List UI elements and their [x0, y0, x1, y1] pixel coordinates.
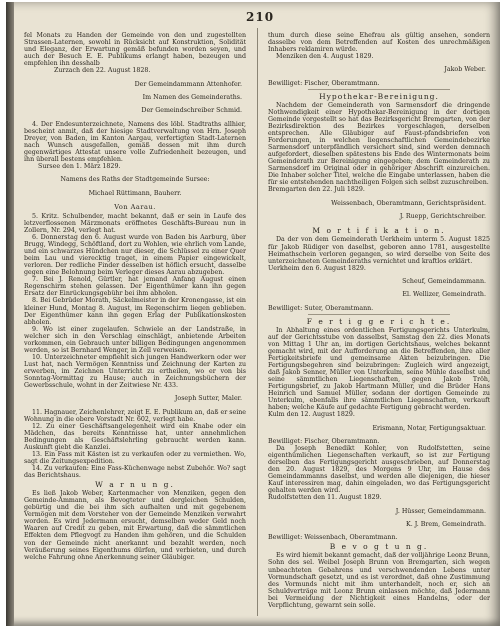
notice-paragraph: Da der von dem Gemeinderath Uerkheim unterm 5. August 1825 für Jakob Rüdiger von daselbst, geboren anno 1781, ausgestellte Heimathschein verloren gegangen, so wird derselbe von Seite des unterzeichneten Gemeinderaths vernichtet und kraftlos erklärt. [268, 236, 490, 265]
signature: Namens des Raths der Stadtgemeinde Sursee: [60, 176, 210, 184]
page-number: 210 [246, 10, 275, 24]
signature: Im Namen des Gemeinderaths. [142, 93, 242, 101]
signature: Michael Rüttimann, Bauherr. [88, 189, 182, 197]
notice-paragraph: 14. Zu verkaufen: Eine Fass-Küchenwage nebst Zubehör. Wo? sagt das Berichtshaus. [24, 465, 246, 480]
section-heading: Hypothekar-Bereinigung. [319, 91, 439, 101]
notice-date: Bremgarten den 22. Juli 1829. [268, 186, 365, 194]
signature: El. Wellizer, Gemeindrath. [402, 291, 486, 299]
notice-paragraph: thum durch diese seine Ehefrau als gültig ansehen, sondern dasselbe von dem Betreffenden auf Kosten des unrechmäßigen Inhabers reklamiren würde. [268, 32, 490, 54]
signature: Scheuf, Gemeindammann. [402, 278, 486, 285]
newspaper-page [6, 2, 500, 626]
book-spine-shadow [6, 2, 14, 626]
notice-paragraph: 12. Zu einer Geschäftsangelegenheit wird ein Knabe oder ein Mädchen, das bereits Kenntnisse hat, unter annehmlichen Bedingungen als Geschäftslehrling gebraucht werden kann. Auskunft giebt die Kanzlei. [24, 422, 246, 451]
notice-date: Rudolfstetten den 11. August 1829. [268, 494, 382, 502]
notice-paragraph: 5. Kritz. Schulbender, macht bekannt, daß er sein in Laufe des letzverflossenen Märzmonats eröffnetes Geschäfts-Bureau nun in Zollern, Nr. 294, verlegt hat. [24, 212, 246, 235]
notice-paragraph: 7. Bei J. Renold, Gürtler, hat jemand Anfang August einen Regenschirm stehen gelassen. Der Eigenthümer kann ihn gegen Ersatz der Einrückungsgebühr bei ihm abholen. [24, 276, 246, 298]
section-heading: M o r t i f i k a t i o n. [312, 226, 446, 236]
notice-paragraph: 13. Ein Fass mit Kästen ist zu verkaufen oder zu vermiethen. Wo, sagt die Zeitungsexpedition. [24, 451, 246, 466]
notice-paragraph: In Abhaltung eines ordentlichen Fertigungsgerichts Unterkulm, auf der Gerichtsstube von dasselbst, Samstag den 22. dies Monats von Mittag 1 Uhr an, im dortigen Gerichtshaus, welches bekannt gemacht wird, mit der Aufforderung an die Betreffenden, ihre aller Fertigkeitsbriefe und gemeinsame Akten beizubringen. Die Fertigungsbegehren sind beizubringen: Zugleich wird angezeigt, daß Jakob Senner, Müller von Unterkulm, seine Mühle daselbst und seine sämmtlichen Liegenschaften, gegen Jakob Tröh, Fertigungsbrief, zu Jakob Hartmann Müller, und die Brüder Hans Heinrich und Samuel Müller, sodann der dortigen Gemeinde zu Unterkulm, ebenfalls ihre sämmtlichen Liegenschaften, verkauft haben; welche Käufe auf gedachte Fertigung gebracht werden. [268, 326, 490, 412]
notice-paragraph: Da Joseph Benedikt Kohler, von Rudolfstetten, seine eigenthümlichen Liegenschaften verkauft, so ist zur Fertigung derselben das Fertigungsgericht ausgeschrieben, auf Donnerstag den 20. August 1829, des Morgens 9 Uhr, im Hause des Gemeindammanns daselbst, und werden alle diejenigen, die hieser Kauf interessiren mag, dahin eingeladen, wo das Fertigungsgericht gehalten werden wird. [268, 445, 490, 495]
notice-paragraph: Es wird hiemit bekannt gemacht, daß der volljährige Leonz Brunn, Sohn des sel. Weibel Joseph Brunn von Bremgarten, sich wegen unbeachteten Gebahrens und verschwendenden Lebens unter Vormundschaft gesetzt, und es ist verordnet, daß ohne Zustimmung des Vormunds nicht mit ihm unterhandelt, noch er, sich an Schuldverträge mit Leonz Brunn einlassen möchte, daß Jedermann bei Vermeidung der Nichtigkeit eines Handelns, oder der Verpflichtung, gewarnt sein solle. [268, 552, 490, 609]
notice-date: Sursee den 1. März 1829. [38, 162, 121, 170]
separator-line [308, 89, 450, 90]
signature: Jakob Weber. [444, 66, 486, 74]
signature: Bewilliget: Fischer, Oberamtmann. [268, 437, 380, 445]
notice-paragraph: 6. Donnerstag den 6. August wurde von Baden bis Aarburg, über Brugg, Windegg, Schöftland, dort zu Wohlen, wie ehrlich vom Lande, und ein schwarzes Hündchen nur dieser, die Schlüssel zu einer Quer beim Lau und vierecktig traget, in einem Papier eingewickelt, verloren. Der redliche Finder desselben ist höflich ersucht, dasselbe gegen eine Belohnung beim Verleger dieses Aarau abzugeben. [24, 234, 246, 277]
signature: J. Hüsser, Gemeindammann. [395, 507, 486, 515]
separator-line [308, 314, 450, 315]
signature: Der Gemeindammann Attenhofer. [134, 80, 242, 88]
signature: Bewilliget: Suter, Oberamtmann. [268, 304, 374, 312]
signature: Bewilliget: Fischer, Oberamtmann. [268, 79, 380, 87]
notice-date: Kulm den 12. August 1829. [268, 411, 355, 419]
signature: Erismann, Notar, Fertigungsaktuar. [372, 424, 486, 432]
notice-paragraph: 10. Unterzeichneter empfiehlt sich jungen Handwerkern oder wer Lust hat, nach Vermögen Kenntniss und Zeichnung der Karten zu erwerben, im Zeichnen Unterricht zu ertheilen, wo er von bis Sonntag-Vormittag zu Hause; auch in Zeichnungsbüchern der Gewerbsschule, wohnt in der Zeitwiese Nr. 433. [24, 353, 246, 390]
section-heading: F e r t i g g e r i c h t e. [306, 316, 452, 326]
notice-date: Uerkheim den 6. August 1829. [268, 264, 366, 272]
notice-date: Menziken den 4. August 1829. [276, 53, 374, 61]
notice-paragraph: 8. Bei Gebrüder Morath, Säckelmeister in der Kronengasse, ist ein kleiner Hund, Montag 8. August, im Regenschirm liegen geblieben. Der Eigenthümer kann ihn gegen Erlag der Publikationskosten abholen. [24, 297, 246, 326]
signature: Joseph Sutter, Maler. [174, 395, 242, 403]
section-heading: B e v o g t u n g. [329, 542, 429, 552]
signature: Bewilliget: Weissenbach, Oberamtmann. [268, 534, 398, 542]
notice-paragraph: Es ließ Jakob Weber, Kartenmacher von Menziken, gegen den Gemeinde-Ammann, als Bevogteter und dergleichen Schulden, gebürtig und die bei ihm sich aufhalten und mit gegebenem Vermögen mit dem Vorsteher von der Gemeinde Menziken verwahrt worden. Es wird Jedermann ersucht, demselben weder Geld noch Waaren auf Credit zu geben, mit Erwartung, daß die sämmtlichen Effekten dem Pflegvogt zu Handen ihm gehören, und die Schulden von der Gemeinde nicht anerkannt und bezahlt werden, noch Veräußerung seines Eigenthums dürfen, und verbieten, und durch welche Fahrung ohne Anerkennung seiner Gläubiger. [24, 490, 246, 561]
notice-paragraph: fel Monats zu Handen der Gemeinde von den und zugestellten Strassen-Laternen, sowohl in Rücksicht auf Konstruktion, Solidität und Eleganz, der Erwartung gemäß befunden worden seyen, und auch der Besuch E. E. Publikums erlangt haben, bezeugen und empfehlen ihn desshalb [24, 32, 246, 68]
notice-date: Zurzach den 22. August 1828. [54, 67, 151, 75]
section-heading: W a r n u n g. [95, 480, 175, 490]
notice-paragraph: Nachdem der Gemeinderath von Sarmensdorf die dringende Nothwendigkeit einer Hypothekar-Bereinigung in der dortigen Gemeinde vorgestellt so hat das Bezirksgericht Bremgarten, von der Bezirksdirektion des Bezirkes vorgeschlagen, derselben entsprechen. Alle Gläubiger auf Faust-pfandsbriefen von Forderungen, in welchen liegenschaftlichen Gemeindebezirke Sarmensdorf unterpfändlich versichert sind, sind werden demnach aufgefordert, dieselben spätestens bis Ende des Wintermonats beim Gemeinderath zur Bereinigung eingegeben; dem Gemeinderath zu Sarmensdorf im Original oder in gehöriger Abschrift einzureichen. Die Inhaber solcher Titel, welche die Eingabe unterlassen, haben die für sie entstehenden nachtheiligen Folgen sich selbst zuzuschreiben. [268, 101, 490, 187]
section-heading: Von Aarau. [114, 202, 156, 211]
signature: Der Gemeindschreiber Schmid. [141, 107, 242, 115]
signature: Weissenbach, Oberamtmann, Gerichtspräsident. [331, 199, 486, 207]
left-column [24, 32, 246, 561]
notice-paragraph: 4. Der Endesunterzeichnete, Namens des löbl. Stadtraths allhier, bescheint anmit, daß der hiesige Stadtverwaltung von Hrn. Joseph Dreyer, von Baden, im Kanton Aargau, verfertigten Stadt-Laternen nach Wunsch ausgefallen, gemäß dessen mit ihm durch gegenwärtiges Attestat unsere volle Zufriedenheit bezeugen, und ihn überall bestens empfehlen. [24, 120, 246, 163]
notice-paragraph: 11. Hagnauer, Zeichenlehrer, zeigt E. E. Publikum an, daß er seine Wohnung in die obere Vorstadt Nr. 602, verlegt habe. [24, 408, 246, 423]
signature: K. J. Brem, Gemeindrath. [406, 521, 486, 529]
right-column [268, 32, 490, 609]
notice-paragraph: 9. Wo ist einer zugelaufen. Schwiele an der Landstraße, in welcher sich in den Verschlag einschlägt, anbietende Arbeiten vorkommen, ein Gebrauch unter billigen Bedingungen angenommen werden, so ist Bernhard Wenger, in Zell verweisen. [24, 325, 246, 354]
column-divider [257, 28, 258, 616]
signature: J. Ruepp, Gerichtschreiber. [399, 213, 486, 221]
